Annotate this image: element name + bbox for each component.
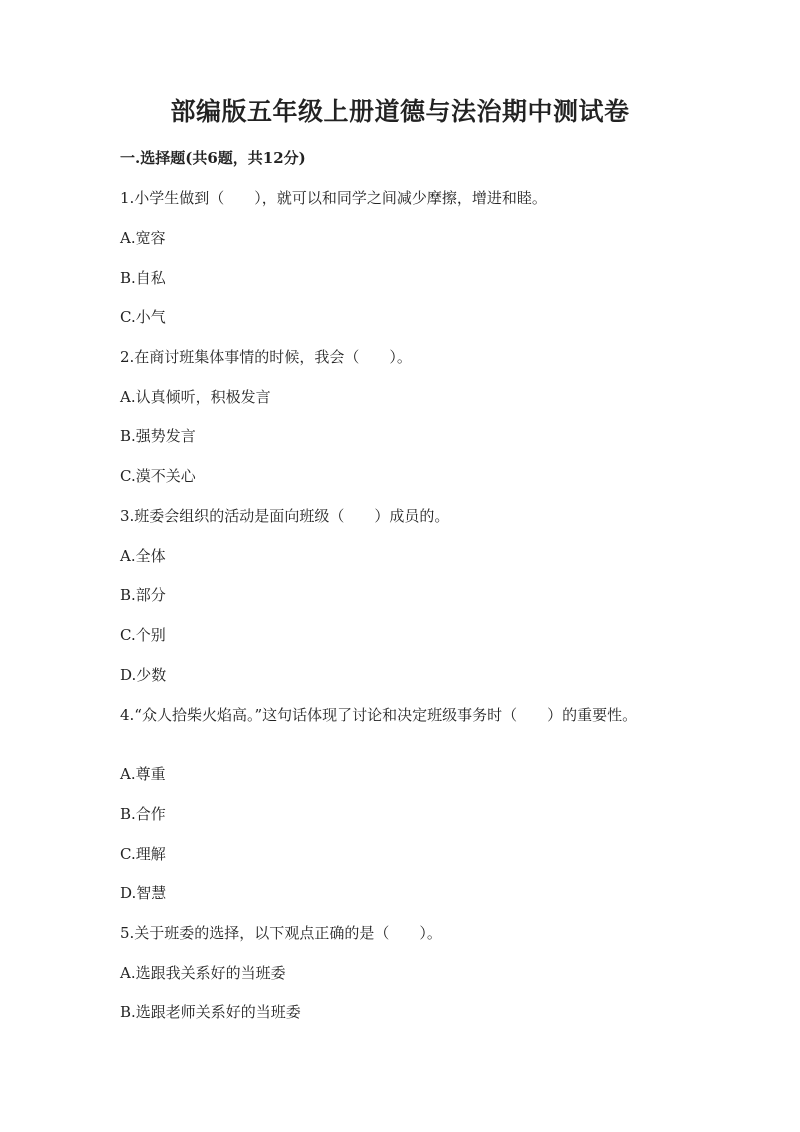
answer-option: A.宽容 [120,229,166,247]
page-title: 部编版五年级上册道德与法治期中测试卷 [170,97,630,126]
answer-option: A.认真倾听，积极发言 [120,388,271,406]
answer-option: B.部分 [120,586,166,604]
answer-option: D.少数 [120,666,167,684]
answer-option: A.选跟我关系好的当班委 [120,964,286,982]
question-stem: 3.班委会组织的活动是面向班级（ ）成员的。 [120,507,450,525]
answer-option: C.漠不关心 [120,467,196,485]
answer-option: B.自私 [120,269,166,287]
answer-option: C.理解 [120,845,166,863]
answer-option: B.选跟老师关系好的当班委 [120,1003,301,1021]
answer-option: A.全体 [120,547,166,565]
question-stem: 5.关于班委的选择，以下观点正确的是（ ）。 [120,924,442,942]
answer-option: B.强势发言 [120,427,196,445]
answer-option: A.尊重 [120,765,166,783]
answer-option: C.小气 [120,308,166,326]
question-stem: 2.在商讨班集体事情的时候，我会（ ）。 [120,348,412,366]
answer-option: B.合作 [120,805,166,823]
question-stem: 1.小学生做到（ ），就可以和同学之间减少摩擦，增进和睦。 [120,189,547,207]
question-stem: 4.“众人拾柴火焰高。”这句话体现了讨论和决定班级事务时（ ）的重要性。 [120,706,638,724]
answer-option: C.个别 [120,626,166,644]
answer-option: D.智慧 [120,884,167,902]
section-heading: 一.选择题(共6题，共12分) [120,149,306,167]
